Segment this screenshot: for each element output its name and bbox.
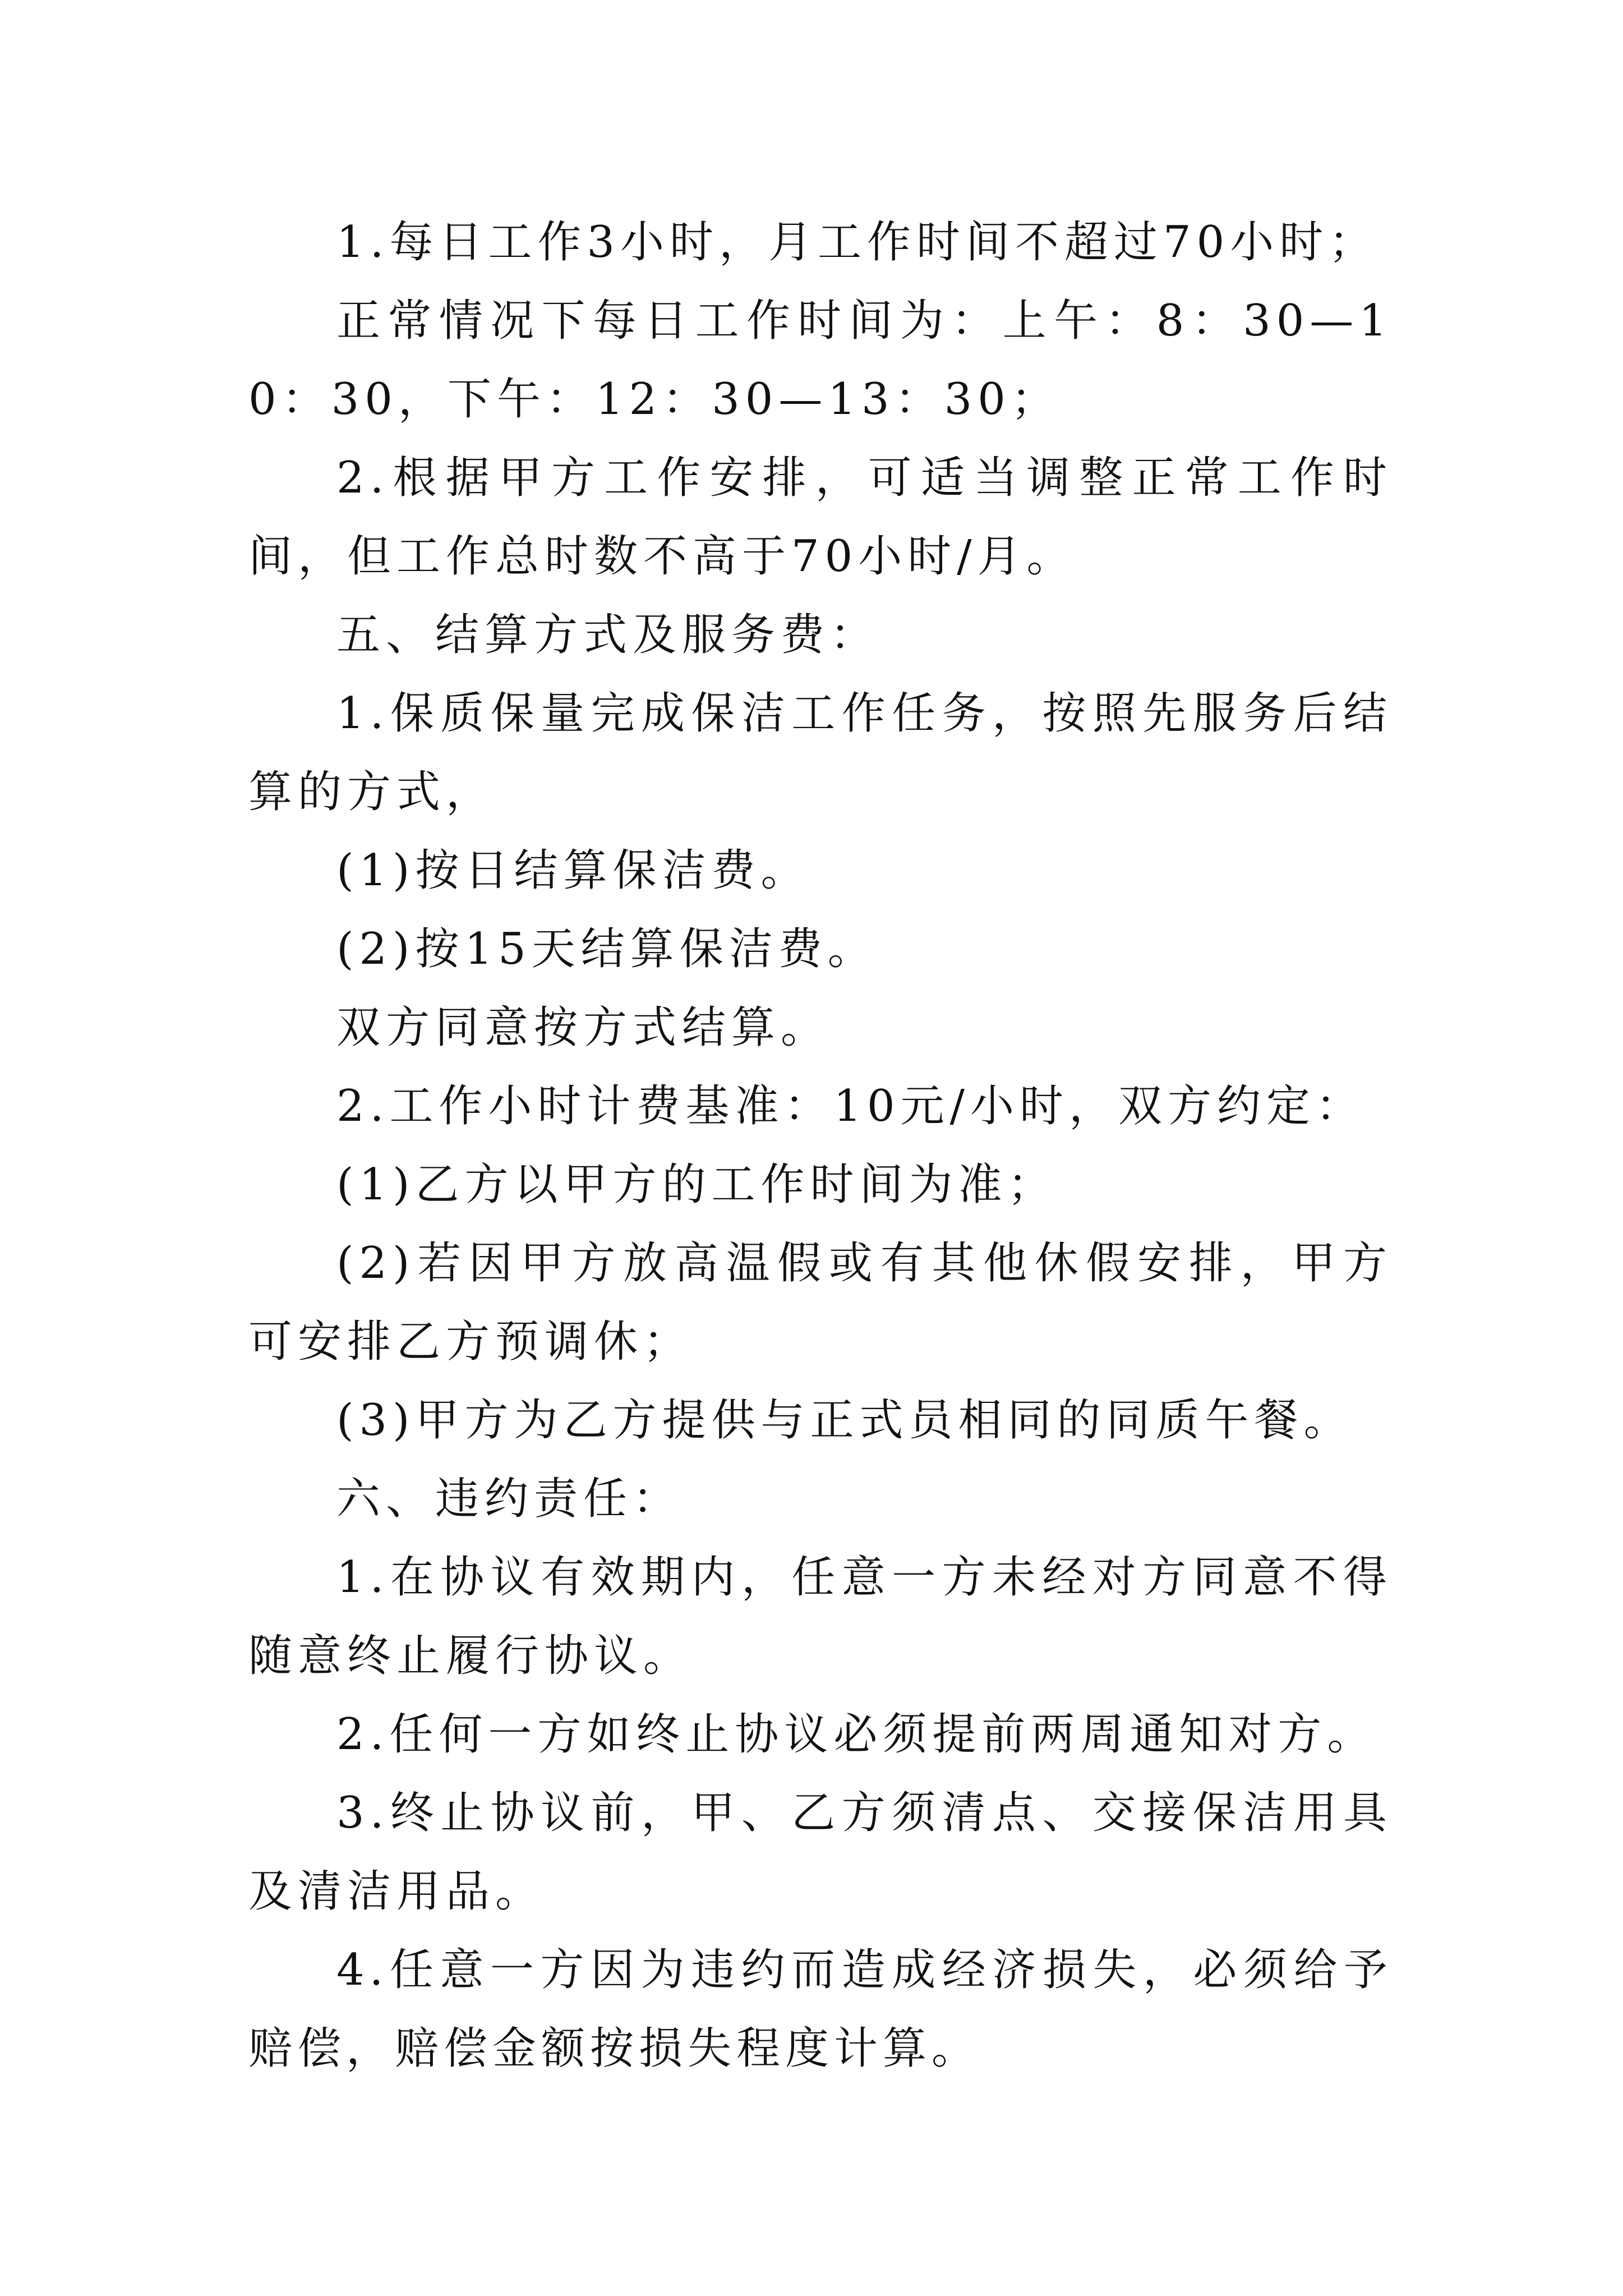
section-heading-settlement: 五、结算方式及服务费： — [336, 610, 880, 660]
document-body — [248, 203, 1393, 2088]
paragraph-work-time-standard: (1)乙方以甲方的工作时间为准； — [336, 1159, 1057, 1210]
paragraph-handover: 3.终止协议前，甲、乙方须清点、交接保洁用具及清洁用品。 — [248, 1788, 1393, 1917]
paragraph-lunch-provision: (3)甲方为乙方提供与正式员相同的同质午餐。 — [336, 1395, 1353, 1446]
paragraph-no-termination: 1.在协议有效期内，任意一方未经对方同意不得随意终止履行协议。 — [248, 1552, 1393, 1681]
paragraph-notice-period: 2.任何一方如终止协议必须提前两周通知对方。 — [336, 1709, 1377, 1760]
paragraph-settlement-method: 1.保质保量完成保洁工作任务，按照先服务后结算的方式， — [248, 688, 1393, 817]
section-heading-liability: 六、违约责任： — [336, 1474, 683, 1524]
paragraph-15-day-settlement: (2)按15天结算保洁费。 — [336, 924, 877, 974]
paragraph-daily-schedule: 正常情况下每日工作时间为：上午：8：30—10：30，下午：12：30—13：30； — [248, 296, 1393, 425]
paragraph-daily-settlement: (1)按日结算保洁费。 — [336, 845, 810, 896]
paragraph-agreed-settlement: 双方同意按方式结算。 — [336, 1002, 831, 1053]
paragraph-hourly-rate: 2.工作小时计费基准：10元/小时，双方约定： — [336, 1081, 1365, 1131]
paragraph-compensation: 4.任意一方因为违约而造成经济损失，必须给予赔偿，赔偿金额按损失程度计算。 — [248, 1945, 1393, 2074]
paragraph-holiday-arrangement: (2)若因甲方放高温假或有其他休假安排，甲方可安排乙方预调休； — [248, 1238, 1393, 1367]
paragraph-schedule-adjustment: 2.根据甲方工作安排，可适当调整正常工作时间，但工作总时数不高于70小时/月。 — [248, 453, 1393, 582]
paragraph-work-hours: 1.每日工作3小时，月工作时间不超过70小时； — [336, 217, 1378, 268]
